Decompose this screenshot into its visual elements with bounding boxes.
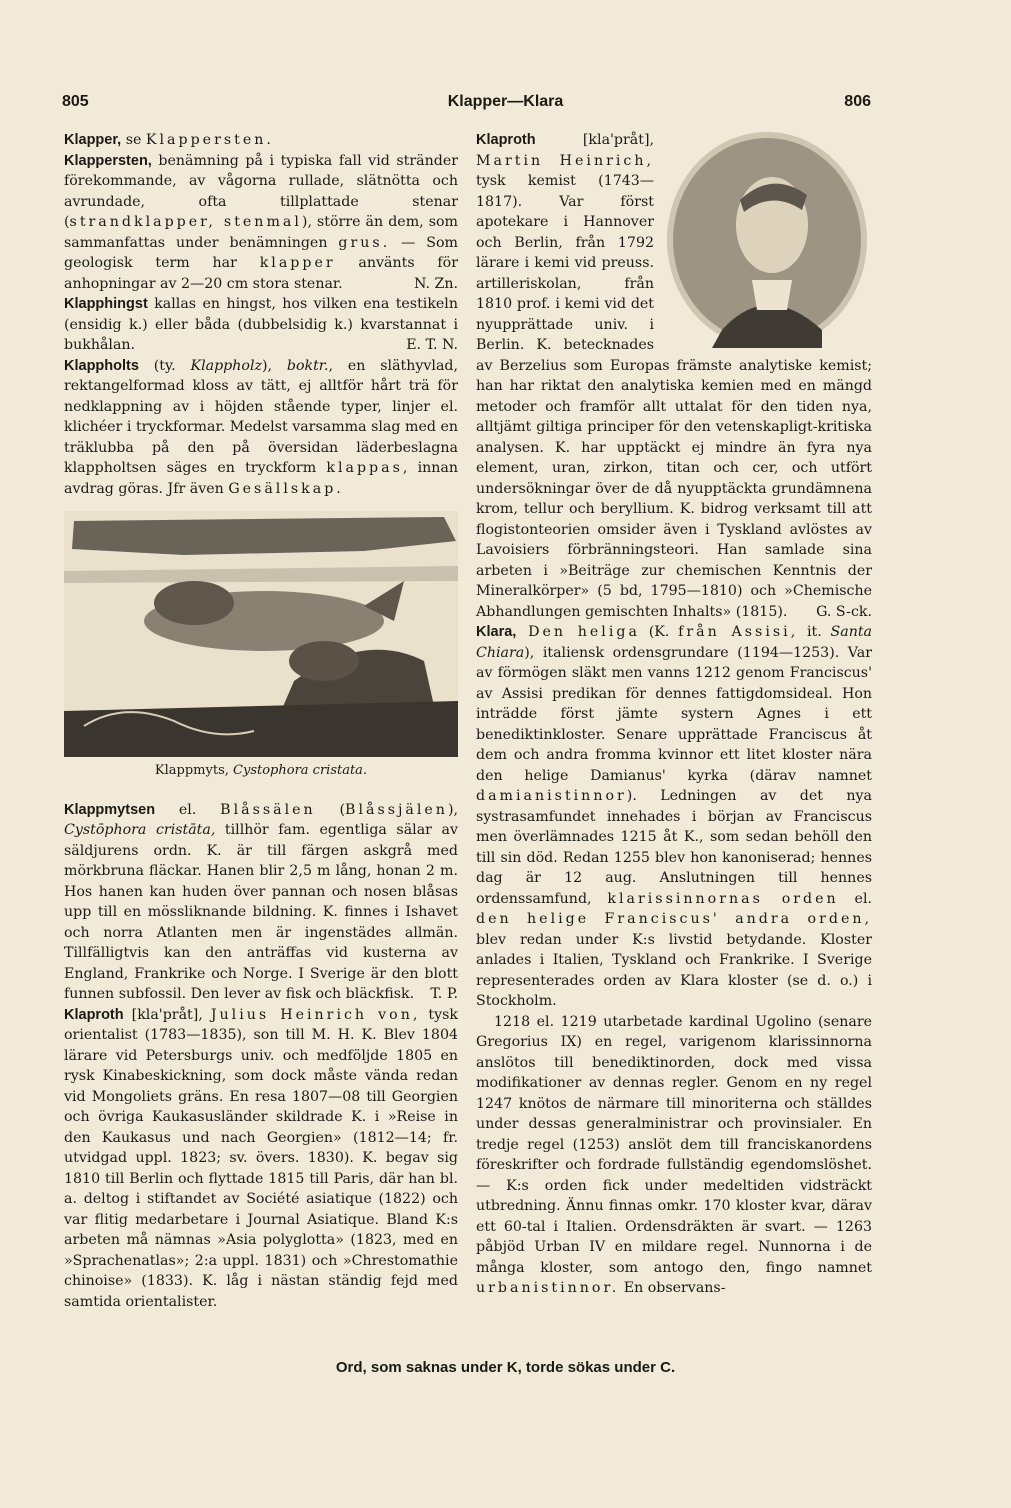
left-column [64,130,458,1312]
entry-klapper: Klapper, se Klappersten. [64,132,274,148]
entry-klappersten: Klappersten, benämning på i typiska fall vid stränder förekommande, av vågorna rullade, slätnötta och avrundade, ofta tillplattade stenar (strandklapper, stenmal), större än dem, som sammanfattas under benämningen grus. — Som geologisk term har klapper använts för anhopningar av 2—20 cm stora stenar. N. Zn. [64,151,458,295]
footer-note: Ord, som saknas under K, torde sökas under C. [335,1359,676,1376]
figure-caption: Klappmyts, Cystophora cristata. [154,763,368,778]
entry-klappholts: Klappholts (ty. Klappholz), boktr., en släthyvlad, rektangelformad kloss av tätt, ej alltför hårt trä för nedklappning av i höjden stående typer, linjer el. klichéer i tryckformar. Medelst varsamma slag med en träklubba på den på översidan läderbeslagna klappholtsen säges en tryckform klappas, innan avdrag göras. Jfr även Gesällskap. [64,357,458,497]
running-title: Klapper—Klara [447,93,564,110]
entry-klaproth-martin: Klaproth [kla'pråt], Martin Heinrich, tysk kemist (1743—1817). Var först apotekare i Hannover och Berlin, från 1792 lärare i kemi vid preuss. artilleriskolan, från 1810 prof. i kemi vid det nyupprättade univ. i Berlin. K. betecknades av Berzelius som Europas främste analytiske kemist; han har riktat den analytiska kemien med en mängd metoder och framför allt uttalat för den tiden nya, alltjämt giltiga principer för den vetenskapligt-kritiska analysen. K. har upptäckt ej mindre än fyra nya element, uran, zirkon, titan och cer, och utfört undersökningar över de då nyupptäckta grundämnena krom, tellur och beryllium. K. bidrog verksamt till att flogistonteorien omsider även i Tyskland avlöstes av Lavoisiers förbränningsteori. Han samlade sina arbeten i »Beiträge zur chemischen Kenntnis der Mineralkörper» (5 bd, 1795—1810) och »Chemische Abhandlungen gemischten Inhalts» (1815). G. S-ck. [476,130,872,622]
signature: E. T. N. [406,337,458,353]
entry-klappmytsen: Klappmytsen el. Blåssälen (Blåssjälen), Cystōphora cristāta, tillhör fam. egentliga sälar av säldjurens ordn. K. är till färgen askgrå med mörkbruna fläckar. Hanen blir 2,5 m lång, honan 2 m. Hos hanen kan huden över pannan och nosen blåsas upp till en mössliknande bildning. K. finnes i Ishavet och norra Atlanten men är ingenstädes allmän. Tillfälligtvis kan den anträffas vid kusterna av England, Frankrike och Norge. I Sverige är den blott funnen subfossil. Den lever av fisk och bläckfisk. T. P. [64,800,458,1005]
portrait-illustration [662,130,872,350]
entry-klara-continued: 1218 el. 1219 utarbetade kardinal Ugolino (senare Gregorius IX) en regel, varigenom klarissinnorna anslötos till benediktinorden, dock med vissa modifikationer av dennas regler. Genom en ny regel 1247 knötos de närmare till minoriterna och ställdes under dessas generalministrar och provinsialer. En tredje regel (1253) anslöt dem till franciskanordens föreskrifter och fordrade fullständig egendomslöshet. — K:s orden fick under medeltiden vidsträckt utbredning. Ännu finnas omkr. 170 kloster kvar, därav ett 60-tal i Italien. Ordensdräkten är svart. — 1263 påbjöd Urban IV en mildare regel. Nunnorna i de många kloster, som antogo den, fingo namnet urbanistinnor. En observans- [476,1013,872,1296]
signature: N. Zn. [413,275,458,292]
signature: T. P. [430,986,458,1002]
signature: G. S-ck. [816,603,872,620]
seal-illustration [64,511,458,757]
entry-klara: Klara, Den heliga (K. från Assisi, it. Santa Chiara), italiensk ordensgrundare (1194—1253). Var av förmögen släkt men vanns 1212 genom Franciscus' av Assisi predikan för dennes fattigdomsideal. Hon inträdde först jämte systern Agnes i ett benediktinkloster. Senare upprättade Franciscus åt dem och andra fromma kvinnor ett litet kloster nära den helige Damianus' kyrka (därav namnet damianistinnor). Ledningen av det nya systrasamfundet innehades i början av Franciscus men överlämnades 1215 åt K., som sedan behöll den till sin död. Redan 1255 blev hon kanoniserad; hennes dag är 12 aug. Anslutningen till hennes ordenssamfund, klarissinnornas orden el. den helige Franciscus' andra orden, blev redan under K:s livstid betydande. Kloster anlades i Italien, Tyskland och Frankrike. I Sverige representerades orden av Klara kloster (se d. o.) i Stockholm. [476,624,872,1009]
entry-klaproth-julius: Klaproth [kla'pråt], Julius Heinrich von, tysk orientalist (1783—1835), son till M. H. K. Blev 1804 lärare vid Petersburgs univ. och medföljde 1805 en rysk Kinabeskickning, som dock måste vända redan vid Mongoliets gräns. En resa 1807—08 till Georgien och övriga Kaukasusländer skildrade K. i »Reise in den Kaukasus und nach Georgien» (1812—14; fr. utvidgad uppl. 1823; sv. övers. 1830). K. begav sig 1810 till Berlin och flyttade 1815 till Paris, där han bl. a. deltog i stiftandet av Société asiatique (1822) och var flitig medarbetare i Journal Asiatique. Bland K:s arbeten må nämnas »Asia polyglotta» (1823, med en »Sprachenatlas»; 2:a uppl. 1831) och »Chrestomathie chinoise» (1833). K. låg i nästan ständig fejd med samtida orientalister. [64,1006,459,1310]
entry-klapphingst: Klapphingst kallas en hingst, hos vilken ena testikeln (ensidig k.) eller båda (dubbelsidig k.) kvarstannat i bukhålan. E. T. N. [64,294,458,356]
page-number-left: 805 [62,93,89,110]
page-number-right: 806 [844,93,871,110]
running-header [0,93,1011,117]
right-column [476,130,872,1299]
